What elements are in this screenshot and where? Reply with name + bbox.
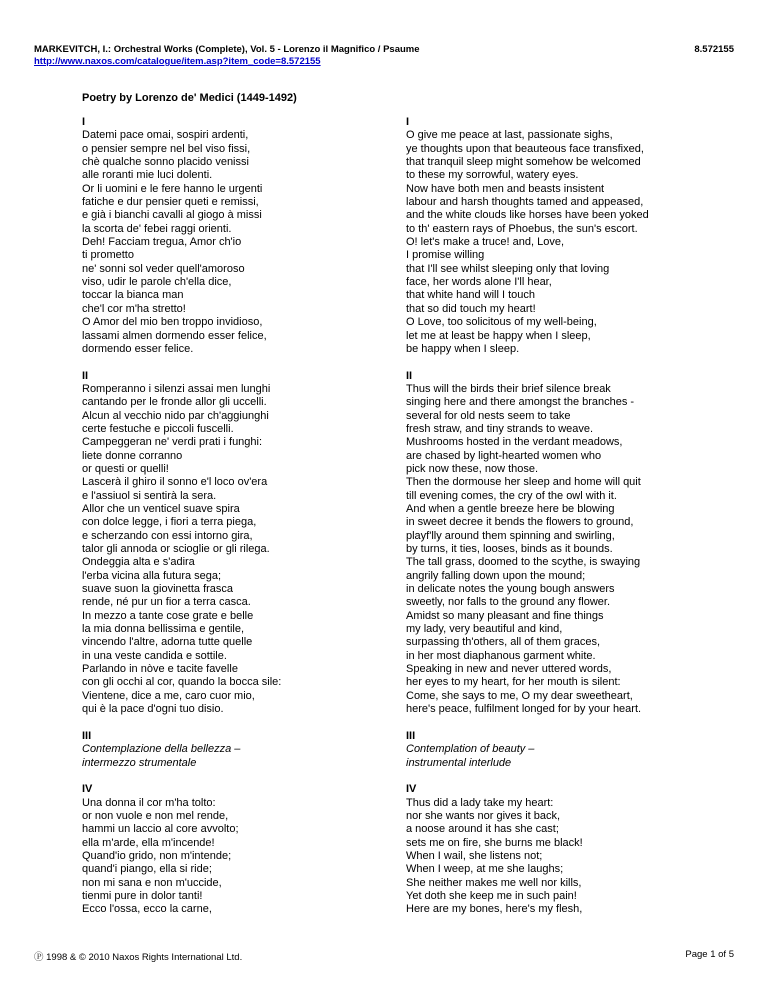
- catalogue-number: 8.572155: [694, 44, 734, 55]
- poem-line: ne' sonni sol veder quell'amoroso: [82, 262, 245, 275]
- italian-text-column: [82, 116, 372, 930]
- poem-line: O! let's make a truce! and, Love,: [406, 236, 565, 249]
- poem-line: intermezzo strumentale: [82, 756, 197, 769]
- poem-line: singing here and there amongst the branches -: [406, 396, 635, 409]
- stanza-number: II: [82, 369, 89, 382]
- poem-line: la mia donna bellissima e gentile,: [82, 623, 245, 636]
- stanza-number: I: [406, 116, 410, 128]
- poem-line: Yet doth she keep me in such pain!: [406, 889, 577, 902]
- poem-line: viso, udir le parole ch'ella dice,: [82, 276, 232, 289]
- poem-line: alle roranti mie luci dolenti.: [82, 169, 213, 182]
- poem-line: When I wail, she listens not;: [406, 849, 543, 862]
- poem-line: sweetly, nor falls to the ground any flower.: [406, 596, 611, 609]
- document-title: MARKEVITCH, I.: Orchestral Works (Complete), Vol. 5 - Lorenzo il Magnifico / Psaume: [34, 44, 420, 55]
- poem-line: here's peace, fulfilment longed for by your heart.: [406, 703, 642, 716]
- poem-line: instrumental interlude: [406, 756, 512, 769]
- poem-line: in una veste candida e sottile.: [82, 649, 227, 662]
- poem-line: O Love, too solicitous of my well-being,: [406, 316, 597, 329]
- italian-stanza: [82, 116, 372, 356]
- poem-line: Then the dormouse her sleep and home will quit: [406, 476, 641, 489]
- stanza-number: IV: [82, 783, 93, 796]
- poem-line: several for old nests seem to take: [406, 409, 571, 422]
- english-stanza: [406, 783, 726, 916]
- english-stanza: [406, 116, 726, 356]
- poem-line: certe festuche e piccoli fuscelli.: [82, 422, 234, 435]
- english-stanza: [406, 730, 726, 770]
- poem-line: Here are my bones, here's my flesh,: [406, 903, 583, 916]
- stanza-number: III: [82, 729, 92, 742]
- poem-line: fresh straw, and tiny strands to weave.: [406, 422, 594, 435]
- poem-line: nor she wants nor gives it back,: [406, 809, 561, 822]
- poem-line: and the white clouds like horses have been yoked: [406, 209, 649, 222]
- poem-line: And when a gentle breeze here be blowing: [406, 502, 615, 515]
- page-footer: [34, 949, 734, 963]
- poem-line: Contemplation of beauty –: [406, 743, 535, 756]
- poem-line: Parlando in nòve e tacite favelle: [82, 663, 238, 676]
- poem-line: l'erba vicina alla futura sega;: [82, 569, 222, 582]
- poem-line: to th' eastern rays of Phoebus, the sun's escort.: [406, 222, 638, 235]
- poem-line: labour and harsh thoughts tamed and appeased,: [406, 196, 644, 209]
- poem-line: to these my sorrowful, watery eyes.: [406, 169, 579, 182]
- poem-line: vincendo l'altre, adorna tutte quelle: [82, 636, 253, 649]
- poem-line: Speaking in new and never uttered words,: [406, 663, 612, 676]
- poem-line: When I weep, at me she laughs;: [406, 863, 564, 876]
- poem-line: sets me on fire, she burns me black!: [406, 836, 583, 849]
- poem-line: her eyes to my heart, for her mouth is silent:: [406, 676, 621, 689]
- poem-line: hammi un laccio al core avvolto;: [82, 823, 239, 836]
- poem-line: lassami almen dormendo esser felice,: [82, 329, 267, 342]
- poem-line: in delicate notes the young bough answers: [406, 583, 615, 596]
- poem-line: tienmi pure in dolor tanti!: [82, 889, 203, 902]
- poem-line: Allor che un venticel suave spira: [82, 502, 240, 515]
- poem-line: The tall grass, doomed to the scythe, is swaying: [406, 556, 641, 569]
- poem-line: Romperanno i silenzi assai men lunghi: [82, 382, 271, 395]
- poem-line: my lady, very beautiful and kind,: [406, 623, 563, 636]
- poem-line: suave suon la giovinetta frasca: [82, 583, 234, 596]
- copyright-notice: Ⓟ 1998 & © 2010 Naxos Rights International Ltd.: [34, 952, 243, 963]
- poem-line: chè qualche sonno placido venissi: [82, 156, 249, 169]
- poem-line: con gli occhi al cor, quando la bocca sile:: [82, 676, 282, 689]
- english-text-column: [406, 116, 726, 930]
- stanza-number: III: [406, 729, 416, 742]
- italian-stanza: [82, 370, 372, 717]
- poem-line: o pensier sempre nel bel viso fissi,: [82, 142, 251, 155]
- poem-line: or non vuole e non mel rende,: [82, 809, 229, 822]
- catalogue-link[interactable]: http://www.naxos.com/catalogue/item.asp?item_code=8.572155: [34, 56, 321, 67]
- poem-line: till evening comes, the cry of the owl with it.: [406, 489, 617, 502]
- section-title: Poetry by Lorenzo de' Medici (1449-1492): [82, 92, 297, 104]
- poem-line: Contemplazione della bellezza –: [82, 743, 241, 756]
- poem-line: ti prometto: [82, 249, 134, 262]
- poem-line: Thus did a lady take my heart:: [406, 796, 554, 809]
- poem-line: O give me peace at last, passionate sighs,: [406, 129, 613, 142]
- poem-line: a noose around it has she cast;: [406, 823, 559, 836]
- poem-line: Quand'io grido, non m'intende;: [82, 849, 232, 862]
- poem-line: O Amor del mio ben troppo invidioso,: [82, 316, 263, 329]
- poem-line: be happy when I sleep.: [406, 342, 520, 355]
- stanza-number: I: [82, 116, 86, 128]
- poem-line: by turns, it ties, looses, binds as it bounds.: [406, 543, 613, 555]
- poem-line: I promise willing: [406, 249, 485, 262]
- poem-line: angrily falling down upon the mound;: [406, 569, 586, 582]
- poem-line: or questi or quelli!: [82, 462, 169, 475]
- poem-line: pick now these, now those.: [406, 462, 539, 475]
- poem-line: Thus will the birds their brief silence break: [406, 382, 611, 395]
- poem-line: ella m'arde, ella m'incende!: [82, 836, 215, 849]
- poem-line: e scherzando con essi intorno gira,: [82, 529, 253, 542]
- poem-line: Now have both men and beasts insistent: [406, 182, 605, 195]
- poem-line: toccar la bianca man: [82, 289, 184, 302]
- poem-line: Alcun al vecchio nido par ch'aggiunghi: [82, 409, 269, 422]
- poem-line: Ecco l'ossa, ecco la carne,: [82, 903, 212, 916]
- poem-line: in her most diaphanous garment white.: [406, 649, 596, 662]
- poem-line: Ondeggia alta e s'adira: [82, 556, 195, 569]
- poem-line: non mi sana e non m'uccide,: [82, 876, 222, 889]
- poem-line: that so did touch my heart!: [406, 302, 536, 315]
- italian-stanza: [82, 730, 372, 770]
- page-number: Page 1 of 5: [685, 949, 734, 960]
- poem-line: Campeggeran ne' verdi prati i funghi:: [82, 436, 263, 449]
- poem-line: Amidst so many pleasant and fine things: [406, 609, 604, 622]
- english-stanza: [406, 370, 726, 717]
- poem-line: cantando per le fronde allor gli uccelli.: [82, 396, 267, 409]
- poem-line: fatiche e dur pensier queti e remissi,: [82, 196, 259, 209]
- poem-line: Or li uomini e le fere hanno le urgenti: [82, 182, 263, 195]
- poem-line: rende, né pur un fior a terra casca.: [82, 596, 251, 609]
- poem-line: that I'll see whilst sleeping only that loving: [406, 262, 610, 275]
- stanza-number: IV: [406, 783, 417, 796]
- poem-line: She neither makes me well nor kills,: [406, 876, 582, 889]
- poem-line: Datemi pace omai, sospiri ardenti,: [82, 129, 249, 142]
- poem-line: e l'assiuol si sentirà la sera.: [82, 489, 217, 502]
- poem-line: Deh! Facciam tregua, Amor ch'io: [82, 236, 242, 249]
- poem-line: Mushrooms hosted in the verdant meadows,: [406, 436, 623, 449]
- poem-line: che'l cor m'ha stretto!: [82, 302, 186, 315]
- poem-line: e già i bianchi cavalli al giogo à missi: [82, 209, 262, 222]
- poem-line: are chased by light-hearted women who: [406, 449, 602, 462]
- italian-stanza: [82, 783, 372, 916]
- poem-line: that white hand will I touch: [406, 289, 536, 302]
- poem-line: talor gli annoda or scioglie or gli rilega.: [82, 543, 270, 555]
- poem-line: quand'i piango, ella si ride;: [82, 863, 212, 876]
- document-header: [34, 44, 734, 68]
- poem-line: qui è la pace d'ogni tuo disio.: [82, 703, 224, 716]
- poem-line: let me at least be happy when I sleep,: [406, 329, 591, 342]
- poem-line: that tranquil sleep might somehow be welcomed: [406, 156, 641, 169]
- poem-line: dormendo esser felice.: [82, 342, 194, 355]
- stanza-number: II: [406, 369, 413, 382]
- poem-line: Come, she says to me, O my dear sweetheart,: [406, 689, 633, 702]
- poem-line: In mezzo a tante cose grate e belle: [82, 609, 254, 622]
- poem-line: ye thoughts upon that beauteous face transfixed,: [406, 142, 644, 155]
- poem-line: face, her words alone I'll hear,: [406, 276, 552, 289]
- poem-line: playf'lly around them spinning and swirling,: [406, 529, 615, 542]
- poem-line: Lascerà il ghiro il sonno e'l loco ov'era: [82, 476, 268, 489]
- poem-line: Vientene, dice a me, caro cuor mio,: [82, 689, 255, 702]
- poem-line: la scorta de' febei raggi orienti.: [82, 222, 232, 235]
- poem-line: con dolce legge, i fiori a terra piega,: [82, 516, 257, 529]
- poem-line: Una donna il cor m'ha tolto:: [82, 796, 216, 809]
- poem-line: surpassing th'others, all of them graces,: [406, 636, 601, 649]
- poem-line: liete donne corranno: [82, 449, 183, 462]
- poem-line: in sweet decree it bends the flowers to ground,: [406, 516, 634, 529]
